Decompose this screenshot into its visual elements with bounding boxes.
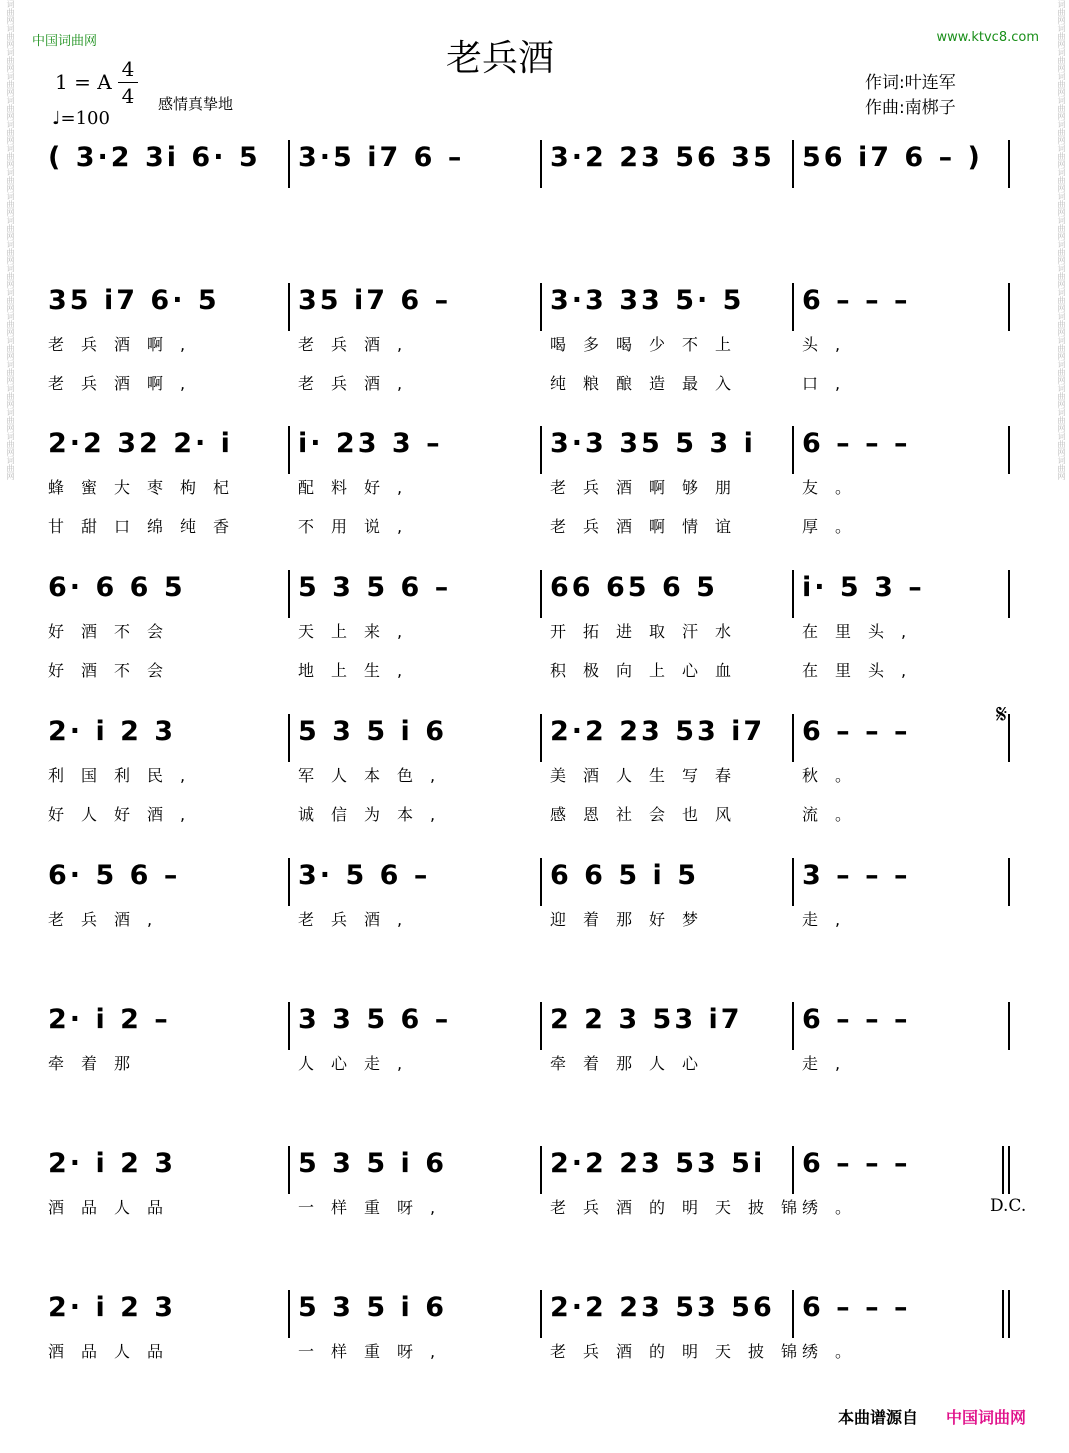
bar-line xyxy=(1008,1290,1010,1338)
lyric-verse-2: 积极向上心血 xyxy=(550,661,749,680)
lyric-verse-1: 老兵酒啊, xyxy=(48,335,203,354)
bar-line xyxy=(1008,1002,1010,1050)
bar-line xyxy=(1008,140,1010,188)
lyric-verse-2: 甘甜口绵纯香 xyxy=(48,517,247,536)
bar-line xyxy=(288,858,290,906)
bar-line xyxy=(792,570,794,618)
site-url-right[interactable]: www.ktvc8.com xyxy=(936,30,1039,45)
lyric-verse-1: 老兵酒, xyxy=(298,910,420,929)
lyric-verse-1: 秋。 xyxy=(802,766,869,785)
bar-line xyxy=(1008,570,1010,618)
measure-notes: 2·2 23 53 56 xyxy=(550,1292,775,1323)
bar-line xyxy=(792,283,794,331)
lyric-verse-2: 感恩社会也风 xyxy=(550,805,749,824)
bar-line xyxy=(288,1290,290,1338)
measure-notes: 3 3 5 6 – xyxy=(298,1004,452,1035)
measure-notes: 6 – – – xyxy=(802,1004,911,1035)
measure-notes: 2 2 3 53 i7 xyxy=(550,1004,743,1035)
lyric-verse-1: 牵着那 xyxy=(48,1054,148,1073)
bar-line xyxy=(792,1290,794,1338)
bar-line xyxy=(1008,858,1010,906)
tempo-marking: ♩=100 xyxy=(52,108,110,129)
bar-line xyxy=(288,283,290,331)
double-bar-line xyxy=(1002,1146,1004,1194)
lyric-verse-1: 在里头, xyxy=(802,622,924,641)
bar-line xyxy=(792,1002,794,1050)
composer-credit: 作曲:南梆子 xyxy=(865,98,956,118)
bar-line xyxy=(540,1146,542,1194)
lyric-verse-2: 在里头, xyxy=(802,661,924,680)
lyric-verse-2: 不用说, xyxy=(298,517,420,536)
side-watermark-right: 词曲网词曲网词曲网词曲网词曲网词曲网词曲网词曲网词曲网词曲网词曲网词曲网词曲网词曲网词曲网词曲网词曲网词曲网词曲网词曲网 xyxy=(1057,0,1066,480)
measure-notes: 2·2 32 2· i xyxy=(48,428,233,459)
measure-notes: 6· 5 6 – xyxy=(48,860,181,891)
measure-notes: 3·3 35 5 3 i xyxy=(550,428,756,459)
lyric-verse-1: 军人本色, xyxy=(298,766,453,785)
lyric-verse-2: 地上生, xyxy=(298,661,420,680)
bar-line xyxy=(1008,1146,1010,1194)
lyric-verse-1: 绣。 xyxy=(802,1198,869,1217)
bar-line xyxy=(540,1002,542,1050)
time-top: 4 xyxy=(121,57,135,81)
bar-line xyxy=(540,858,542,906)
lyric-verse-2: 好酒不会 xyxy=(48,661,181,680)
segno-sign: 𝄋 xyxy=(996,700,1008,730)
lyric-verse-1: 老兵酒, xyxy=(298,335,420,354)
measure-notes: 3·5 i7 6 – xyxy=(298,142,465,173)
lyric-verse-2: 诚信为本, xyxy=(298,805,453,824)
lyric-verse-1: 牵着那人心 xyxy=(550,1054,716,1073)
measure-notes: 2· i 2 3 xyxy=(48,1292,177,1323)
bar-line xyxy=(540,140,542,188)
bar-line xyxy=(540,426,542,474)
measure-notes: 6 – – – xyxy=(802,716,911,747)
lyricist-credit: 作词:叶连军 xyxy=(865,73,956,93)
bar-line xyxy=(288,714,290,762)
measure-notes: 2· i 2 – xyxy=(48,1004,171,1035)
lyric-verse-2: 老兵酒, xyxy=(298,374,420,393)
lyric-verse-1: 利国利民, xyxy=(48,766,203,785)
measure-notes: ( 3·2 3i 6· 5 xyxy=(48,142,261,173)
lyric-verse-1: 喝多喝少不上 xyxy=(550,335,749,354)
key-signature: 1 = A xyxy=(55,70,112,94)
bar-line xyxy=(540,714,542,762)
measure-notes: 6· 6 6 5 xyxy=(48,572,186,603)
lyric-verse-2: 流。 xyxy=(802,805,869,824)
bar-line xyxy=(288,426,290,474)
measure-notes: 2· i 2 3 xyxy=(48,1148,177,1179)
expression-marking: 感情真挚地 xyxy=(158,95,234,113)
da-capo-mark: D.C. xyxy=(990,1196,1027,1216)
measure-notes: 5 3 5 i 6 xyxy=(298,716,448,747)
measure-notes: i· 5 3 – xyxy=(802,572,925,603)
bar-line xyxy=(792,140,794,188)
lyric-verse-2: 老兵酒啊, xyxy=(48,374,203,393)
lyric-verse-1: 友。 xyxy=(802,478,869,497)
lyric-verse-1: 一样重呀, xyxy=(298,1198,453,1217)
bar-line xyxy=(1008,714,1010,762)
measure-notes: 66 65 6 5 xyxy=(550,572,718,603)
measure-notes: 5 3 5 i 6 xyxy=(298,1292,448,1323)
time-signature xyxy=(118,56,138,109)
bar-line xyxy=(1008,283,1010,331)
lyric-verse-1: 美酒人生写春 xyxy=(550,766,749,785)
bar-line xyxy=(792,858,794,906)
lyric-verse-1: 人心走, xyxy=(298,1054,420,1073)
lyric-verse-1: 老兵酒的明天披锦 xyxy=(550,1342,815,1361)
lyric-verse-1: 老兵酒啊够朋 xyxy=(550,478,749,497)
lyric-verse-1: 开拓进取汗水 xyxy=(550,622,749,641)
measure-notes: 2· i 2 3 xyxy=(48,716,177,747)
bar-line xyxy=(792,426,794,474)
lyric-verse-1: 绣。 xyxy=(802,1342,869,1361)
song-title: 老兵酒 xyxy=(445,38,554,79)
source-label: 本曲谱源自 xyxy=(838,1408,919,1427)
measure-notes: 2·2 23 53 5i xyxy=(550,1148,766,1179)
lyric-verse-1: 配料好, xyxy=(298,478,420,497)
bar-line xyxy=(540,1290,542,1338)
lyric-verse-1: 走, xyxy=(802,1054,858,1073)
measure-notes: 6 – – – xyxy=(802,428,911,459)
lyric-verse-2: 好人好酒, xyxy=(48,805,203,824)
site-name-left[interactable]: 中国词曲网 xyxy=(32,34,98,49)
bar-line xyxy=(288,1146,290,1194)
time-bottom: 4 xyxy=(121,84,135,108)
measure-notes: 5 3 5 i 6 xyxy=(298,1148,448,1179)
bar-line xyxy=(288,140,290,188)
bar-line xyxy=(792,714,794,762)
lyric-verse-1: 天上来, xyxy=(298,622,420,641)
lyric-verse-2: 老兵酒啊情谊 xyxy=(550,517,749,536)
lyric-verse-1: 酒品人品 xyxy=(48,1198,181,1217)
measure-notes: 3·2 23 56 35 xyxy=(550,142,775,173)
double-bar-line xyxy=(1002,1290,1004,1338)
bar-line xyxy=(540,570,542,618)
side-watermark-left: 词曲网词曲网词曲网词曲网词曲网词曲网词曲网词曲网词曲网词曲网词曲网词曲网词曲网词曲网词曲网词曲网词曲网词曲网词曲网词曲网 xyxy=(6,0,15,480)
lyric-verse-1: 酒品人品 xyxy=(48,1342,181,1361)
measure-notes: i· 23 3 – xyxy=(298,428,443,459)
measure-notes: 3· 5 6 – xyxy=(298,860,431,891)
bar-line xyxy=(288,1002,290,1050)
measure-notes: 56 i7 6 – ) xyxy=(802,142,983,173)
bar-line xyxy=(540,283,542,331)
lyric-verse-1: 蜂蜜大枣枸杞 xyxy=(48,478,247,497)
lyric-verse-1: 走, xyxy=(802,910,858,929)
measure-notes: 6 6 5 i 5 xyxy=(550,860,700,891)
measure-notes: 6 – – – xyxy=(802,285,911,316)
measure-notes: 3 – – – xyxy=(802,860,911,891)
measure-notes: 35 i7 6 – xyxy=(298,285,452,316)
measure-notes: 6 – – – xyxy=(802,1148,911,1179)
bar-line xyxy=(792,1146,794,1194)
measure-notes: 3·3 33 5· 5 xyxy=(550,285,745,316)
measure-notes: 2·2 23 53 i7 xyxy=(550,716,766,747)
bar-line xyxy=(288,570,290,618)
measure-notes: 6 – – – xyxy=(802,1292,911,1323)
lyric-verse-2: 厚。 xyxy=(802,517,869,536)
lyric-verse-1: 老兵酒, xyxy=(48,910,170,929)
lyric-verse-1: 一样重呀, xyxy=(298,1342,453,1361)
lyric-verse-1: 头, xyxy=(802,335,858,354)
measure-notes: 5 3 5 6 – xyxy=(298,572,452,603)
lyric-verse-2: 纯粮酿造最入 xyxy=(550,374,749,393)
source-site-link[interactable]: 中国词曲网 xyxy=(946,1408,1027,1427)
bar-line xyxy=(1008,426,1010,474)
measure-notes: 35 i7 6· 5 xyxy=(48,285,220,316)
lyric-verse-2: 口, xyxy=(802,374,858,393)
lyric-verse-1: 迎着那好梦 xyxy=(550,910,716,929)
lyric-verse-1: 老兵酒的明天披锦 xyxy=(550,1198,815,1217)
lyric-verse-1: 好酒不会 xyxy=(48,622,181,641)
